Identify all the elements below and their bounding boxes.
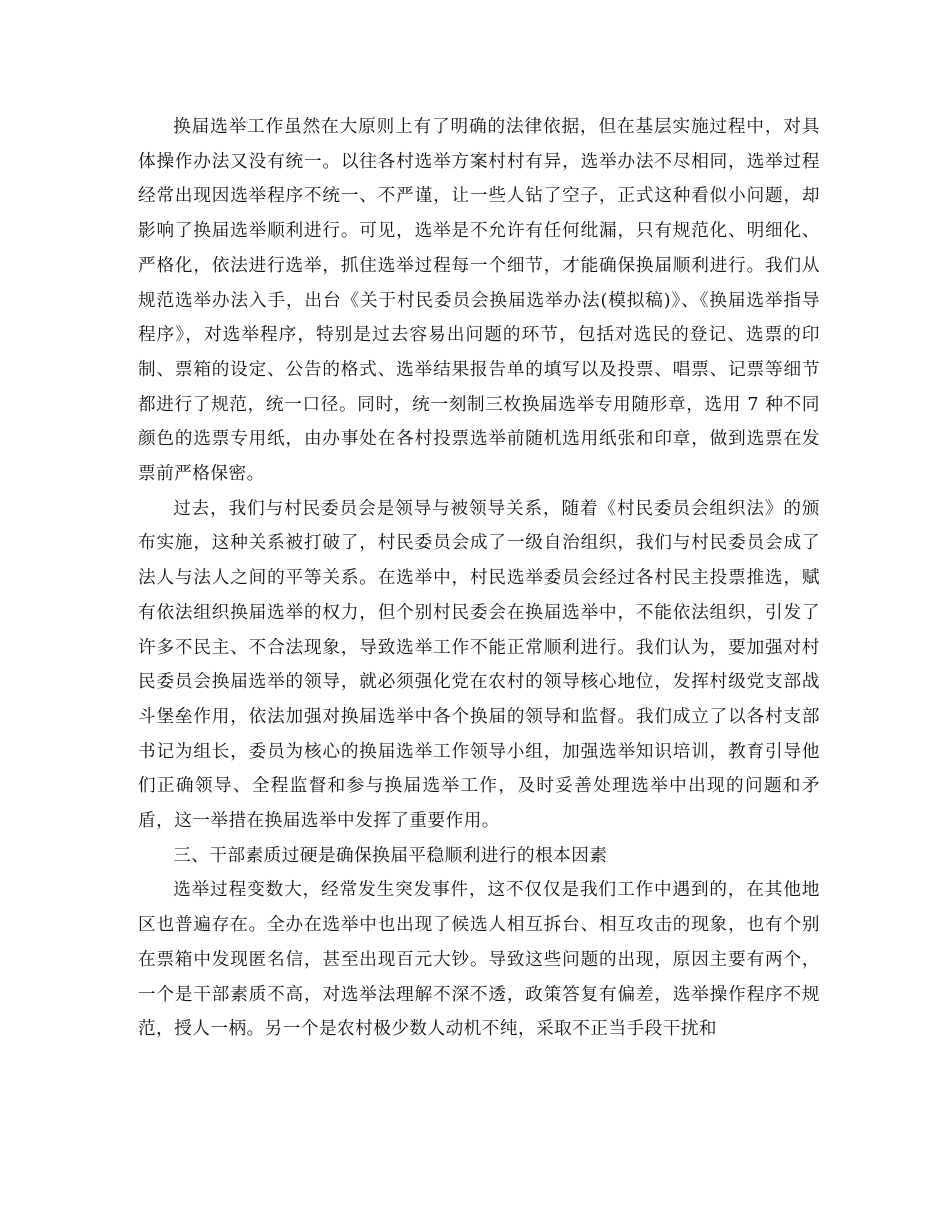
paragraph: 选举过程变数大，经常发生突发事件，这不仅仅是我们工作中遇到的，在其他地区也普遍存在。全办在选举中也出现了候选人相互拆台、相互攻击的现象，也有个别在票箱中发现匿名信，甚至出现百元大钞。导致这些问题的出现，原因主要有两个，一个是干部素质不高，对选举法理解不深不透，政策答复有偏差，选举操作程序不规范，授人一柄。另一个是农村极少数人动机不纯，采取不正当手段干扰和 — [138, 880, 820, 1040]
document-body — [138, 110, 820, 1047]
section-heading: 三、干部素质过硬是确保换届平稳顺利进行的根本因素 — [173, 845, 608, 866]
paragraph: 过去，我们与村民委员会是领导与被领导关系，随着《村民委员会组织法》的颁布实施，这种关系被打破了，村民委员会成了一级自治组织，我们与村民委员会成了法人与法人之间的平等关系。在选举中，村民选举委员会经过各村民主投票推选，赋有依法组织换届选举的权力，但个别村民委会在换届选举中，不能依法组织，引发了许多不民主、不合法现象，导致选举工作不能正常顺利进行。我们认为，要加强对村民委员会换届选举的领导，就必须强化党在农村的领导核心地位，发挥村级党支部战斗堡垒作用，依法加强对换届选举中各个换届的领导和监督。我们成立了以各村支部书记为组长，委员为核心的换届选举工作领导小组，加强选举知识培训，教育引导他们正确领导、全程监督和参与换届选举工作，及时妥善处理选举中出现的问题和矛盾，这一举措在换届选举中发挥了重要作用。 — [138, 498, 820, 832]
paragraph: 换届选举工作虽然在大原则上有了明确的法律依据，但在基层实施过程中，对具体操作办法又没有统一。以往各村选举方案村村有异，选举办法不尽相同，选举过程经常出现因选举程序不统一、不严谨，让一些人钻了空子，正式这种看似小问题，却影响了换届选举顺利进行。可见，选举是不允许有任何纰漏，只有规范化、明细化、严格化，依法进行选举，抓住选举过程每一个细节，才能确保换届顺利进行。我们从规范选举办法入手，出台《关于村民委员会换届选举办法(模拟稿)》、《换届选举指导程序》，对选举程序，特别是过去容易出问题的环节，包括对选民的登记、选票的印制、票箱的设定、公告的格式、选举结果报告单的填写以及投票、唱票、记票等细节都进行了规范，统一口径。同时，统一刻制三枚换届选举专用随形章，选用 7 种不同颜色的选票专用纸，由办事处在各村投票选举前随机选用纸张和印章，做到选票在发票前严格保密。 — [138, 117, 820, 485]
